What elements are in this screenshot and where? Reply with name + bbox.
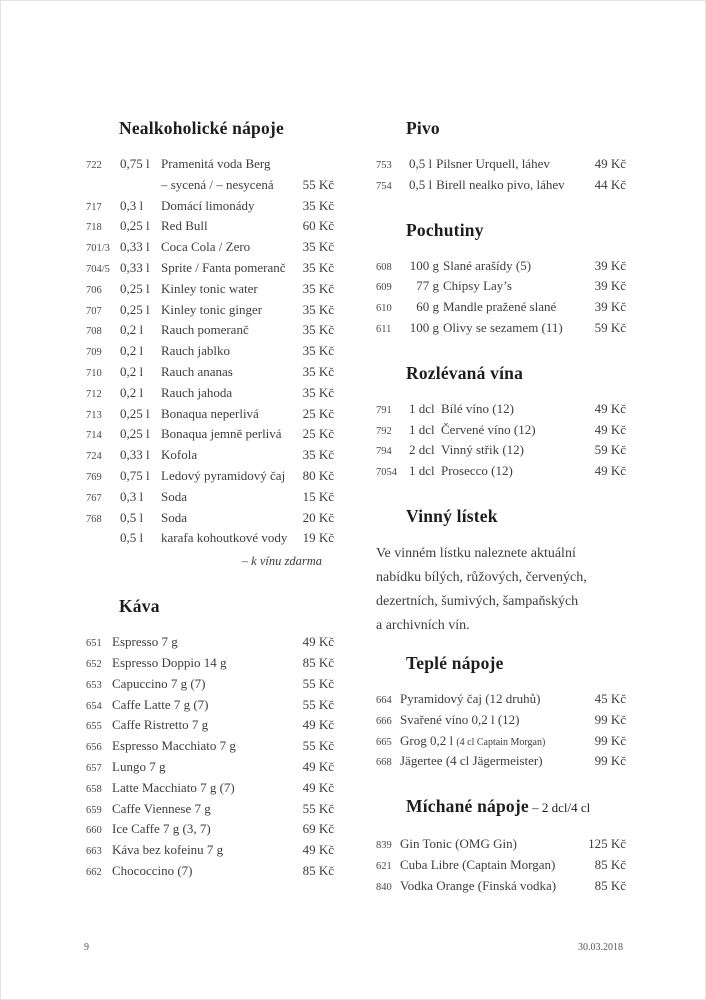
item-qty: 0,3 l [120, 488, 144, 504]
item-price: 85 Kč [302, 654, 334, 670]
item-qty: 1 dcl [409, 400, 435, 416]
item-price: 35 Kč [302, 447, 334, 463]
item-qty: 0,33 l [120, 447, 150, 463]
item-code: 608 [376, 261, 392, 273]
item-qty: 0,2 l [120, 322, 144, 338]
item-code: 621 [376, 860, 392, 872]
item-qty: 0,33 l [120, 239, 150, 255]
item-price: 99 Kč [594, 711, 626, 727]
item-price: 49 Kč [302, 634, 334, 650]
menu-row [376, 834, 626, 855]
item-name: Rauch ananas [161, 363, 233, 379]
item-name: Espresso Doppio 14 g [112, 654, 227, 670]
menu-row [86, 466, 334, 487]
menu-row [86, 778, 334, 799]
section-paragraph [376, 542, 626, 638]
item-qty: 0,5 l [120, 509, 144, 525]
item-price: 59 Kč [594, 442, 626, 458]
menu-row [86, 736, 334, 757]
section-title: Rozlévaná vína [406, 362, 524, 383]
item-price: 85 Kč [594, 856, 626, 872]
item-price: 69 Kč [302, 821, 334, 837]
section-title: Vinný lístek [406, 505, 498, 526]
item-code: 651 [86, 638, 102, 650]
menu-row [376, 751, 626, 772]
item-price: 35 Kč [302, 280, 334, 296]
item-price: 35 Kč [302, 197, 334, 213]
item-name: Vinný střik (12) [441, 442, 524, 458]
item-price: 99 Kč [594, 732, 626, 748]
item-qty: 0,75 l [120, 467, 150, 483]
item-code: 663 [86, 846, 102, 858]
right-column [376, 116, 626, 897]
item-price: 55 Kč [302, 675, 334, 691]
item-qty: 0,2 l [120, 343, 144, 359]
item-price: 60 Kč [302, 218, 334, 234]
paragraph-line: nabídku bílých, růžových, červených, [376, 569, 587, 585]
item-code: 710 [86, 367, 102, 379]
menu-section [376, 504, 626, 638]
item-qty: 0,25 l [120, 280, 150, 296]
item-price: 35 Kč [302, 363, 334, 379]
item-price: 55 Kč [302, 176, 334, 192]
menu-row [86, 424, 334, 445]
item-code: 665 [376, 736, 392, 748]
item-price: 39 Kč [594, 257, 626, 273]
item-name: Rauch jablko [161, 343, 230, 359]
item-qty: 60 g [416, 299, 439, 315]
item-name: Chipsy Lay’s [443, 278, 512, 294]
item-qty: 100 g [409, 319, 439, 335]
item-name: Mandle pražené slané [443, 299, 557, 315]
section-title-suffix: – 2 dcl/4 cl [528, 800, 591, 816]
item-name: Červené víno (12) [441, 421, 536, 437]
item-price: 49 Kč [594, 156, 626, 171]
item-qty: 0,75 l [120, 156, 150, 171]
menu-row [376, 297, 626, 318]
item-code: 706 [86, 284, 102, 296]
menu-row [86, 819, 334, 840]
item-name: Káva bez kofeinu 7 g [112, 842, 224, 858]
item-name: Soda [161, 488, 187, 504]
item-price: 49 Kč [302, 758, 334, 774]
menu-section [86, 116, 334, 572]
item-code: 714 [86, 430, 102, 442]
item-code: 668 [376, 757, 392, 769]
item-qty: 0,25 l [120, 405, 150, 421]
item-code: 709 [86, 347, 102, 359]
item-code: 724 [86, 451, 102, 463]
menu-row [86, 445, 334, 466]
section-note: – k vínu zdarma [241, 554, 322, 569]
item-name: Latte Macchiato 7 g (7) [112, 779, 235, 795]
item-name: Espresso Macchiato 7 g [112, 738, 236, 754]
left-column [86, 116, 334, 882]
item-code: 718 [86, 222, 102, 234]
item-name: Jägertee (4 cl Jägermeister) [400, 753, 543, 769]
item-name: Ice Caffe 7 g (3, 7) [112, 821, 211, 837]
item-code: 655 [86, 721, 102, 733]
item-price: 44 Kč [594, 176, 626, 192]
item-qty: 1 dcl [409, 463, 435, 479]
item-qty: 0,25 l [120, 218, 150, 234]
item-code: 664 [376, 694, 392, 706]
item-price: 25 Kč [302, 426, 334, 442]
menu-row [376, 154, 626, 175]
menu-row [86, 175, 334, 196]
item-qty: 1 dcl [409, 421, 435, 437]
item-price: 55 Kč [302, 738, 334, 754]
item-code: 767 [86, 492, 102, 504]
item-code: 792 [376, 425, 392, 437]
item-name: Coca Cola / Zero [161, 239, 251, 255]
item-qty: 100 g [409, 257, 439, 273]
menu-row [86, 508, 334, 529]
menu-row [86, 715, 334, 736]
item-price: 35 Kč [302, 384, 334, 400]
item-code: 791 [376, 404, 392, 416]
menu-row [86, 799, 334, 820]
item-code: 704/5 [86, 263, 110, 275]
item-price: 25 Kč [302, 405, 334, 421]
item-code: 653 [86, 679, 102, 691]
item-name: Pilsner Urquell, láhev [436, 156, 550, 171]
menu-row [376, 689, 626, 710]
footer-date: 30.03.2018 [578, 942, 623, 953]
item-code: 722 [86, 160, 102, 171]
item-price: 19 Kč [302, 530, 334, 546]
item-code: 713 [86, 409, 102, 421]
item-price: 49 Kč [302, 717, 334, 733]
item-price: 35 Kč [302, 343, 334, 359]
page-number: 9 [84, 942, 89, 953]
menu-row [86, 341, 334, 362]
menu-section [376, 794, 626, 896]
item-name: – sycená / – nesycená [161, 176, 274, 192]
item-name: Bonaqua neperlivá [161, 405, 259, 421]
menu-row [86, 674, 334, 695]
item-qty: 0,2 l [120, 384, 144, 400]
item-code: 754 [376, 180, 392, 192]
item-price: 85 Kč [302, 862, 334, 878]
item-code: 7054 [376, 467, 397, 479]
item-price: 49 Kč [302, 842, 334, 858]
paragraph-line: a archivních vín. [376, 617, 470, 633]
item-name: Vodka Orange (Finská vodka) [400, 877, 557, 893]
item-name: Grog 0,2 l (4 cl Captain Morgan) [400, 732, 546, 748]
item-name: Olivy se sezamem (11) [443, 319, 563, 335]
item-name: Chococcino (7) [112, 862, 193, 878]
menu-row [86, 154, 334, 175]
item-name: Espresso 7 g [112, 634, 178, 650]
menu-row [86, 216, 334, 237]
item-name: Domácí limonády [161, 197, 255, 213]
item-qty: 0,25 l [120, 301, 150, 317]
menu-row [86, 237, 334, 258]
item-code: 654 [86, 700, 102, 712]
item-code: 660 [86, 825, 102, 837]
item-name: Caffe Latte 7 g (7) [112, 696, 209, 712]
item-price: 39 Kč [594, 299, 626, 315]
item-qty: 0,5 l [409, 156, 433, 171]
menu-row [376, 420, 626, 441]
menu-row [86, 258, 334, 279]
item-name: Pramenitá voda Berg [161, 156, 271, 171]
section-title: Káva [119, 596, 160, 617]
item-name: Pyramidový čaj (12 druhů) [400, 690, 541, 706]
item-code: 769 [86, 471, 102, 483]
item-price: 55 Kč [302, 800, 334, 816]
item-price: 49 Kč [594, 421, 626, 437]
menu-section [376, 651, 626, 772]
item-price: 49 Kč [594, 400, 626, 416]
menu-row [86, 653, 334, 674]
item-price: 15 Kč [302, 488, 334, 504]
item-price: 59 Kč [594, 319, 626, 335]
item-qty: 0,3 l [120, 197, 144, 213]
item-name: Rauch pomeranč [161, 322, 249, 338]
item-code: 840 [376, 881, 392, 893]
item-name: Kinley tonic ginger [161, 301, 263, 317]
item-name: Red Bull [161, 218, 208, 234]
paragraph-line: Ve vinném lístku naleznete aktuální [376, 545, 576, 561]
item-name-note: (4 cl Captain Morgan) [456, 736, 546, 748]
menu-row [376, 399, 626, 420]
menu-row [376, 276, 626, 297]
item-name: Kofola [161, 447, 198, 463]
menu-row [376, 731, 626, 752]
menu-row [86, 695, 334, 716]
item-code: 609 [376, 282, 392, 294]
item-name: Svařené víno 0,2 l (12) [400, 711, 520, 727]
menu-row [86, 320, 334, 341]
item-code: 656 [86, 742, 102, 754]
section-title: Míchané nápoje – 2 dcl/4 cl [406, 796, 591, 817]
item-price: 49 Kč [594, 463, 626, 479]
item-price: 80 Kč [302, 467, 334, 483]
item-name: Soda [161, 509, 187, 525]
item-price: 35 Kč [302, 239, 334, 255]
item-qty: 0,5 l [120, 530, 144, 546]
item-code: 794 [376, 446, 392, 458]
item-qty: 2 dcl [409, 442, 435, 458]
menu-row [376, 710, 626, 731]
section-title: Pivo [406, 118, 440, 138]
item-code: 610 [376, 303, 392, 315]
menu-section [376, 361, 626, 482]
item-name: Birell nealko pivo, láhev [436, 176, 565, 192]
item-code: 707 [86, 305, 102, 317]
section-title: Teplé nápoje [406, 652, 504, 673]
item-price: 49 Kč [302, 779, 334, 795]
item-name: Bonaqua jemně perlivá [161, 426, 282, 442]
item-name: Prosecco (12) [441, 463, 513, 479]
item-name: karafa kohoutkové vody [161, 530, 288, 546]
section-title: Pochutiny [406, 219, 484, 240]
item-code: 839 [376, 840, 392, 852]
menu-row [86, 861, 334, 882]
item-code: 658 [86, 783, 102, 795]
item-qty: 77 g [416, 278, 439, 294]
menu-row [376, 461, 626, 482]
item-price: 35 Kč [302, 301, 334, 317]
item-qty: 0,33 l [120, 259, 150, 275]
menu-row [376, 440, 626, 461]
item-name: Cuba Libre (Captain Morgan) [400, 856, 556, 872]
menu-row [86, 362, 334, 383]
menu-row [376, 855, 626, 876]
section-title: Nealkoholické nápoje [119, 118, 284, 138]
menu-row [376, 318, 626, 339]
item-qty: 0,25 l [120, 426, 150, 442]
item-price: 35 Kč [302, 322, 334, 338]
item-name: Gin Tonic (OMG Gin) [400, 836, 517, 852]
menu-row [86, 487, 334, 508]
item-qty: 0,5 l [409, 176, 433, 192]
menu-section [86, 594, 334, 882]
item-price: 39 Kč [594, 278, 626, 294]
menu-row [86, 383, 334, 404]
menu-row [86, 300, 334, 321]
item-code: 611 [376, 323, 392, 335]
item-code: 657 [86, 762, 102, 774]
item-code: 768 [86, 513, 102, 525]
item-name: Capuccino 7 g (7) [112, 675, 206, 691]
menu-section [376, 218, 626, 339]
menu-row [376, 175, 626, 196]
item-code: 712 [86, 388, 102, 400]
paragraph-line: dezertních, šumivých, šampaňských [376, 593, 579, 609]
item-code: 662 [86, 866, 102, 878]
item-name: Rauch jahoda [161, 384, 233, 400]
item-name: Sprite / Fanta pomeranč [161, 259, 286, 275]
item-code: 666 [376, 715, 392, 727]
item-price: 45 Kč [594, 690, 626, 706]
item-price: 35 Kč [302, 259, 334, 275]
menu-row [86, 528, 334, 549]
item-code: 753 [376, 160, 392, 171]
item-code: 652 [86, 658, 102, 670]
menu-row [376, 876, 626, 897]
menu-row [86, 757, 334, 778]
menu-row [86, 840, 334, 861]
item-code: 717 [86, 201, 102, 213]
menu-row [376, 256, 626, 277]
item-price: 55 Kč [302, 696, 334, 712]
item-code: 708 [86, 326, 102, 338]
item-name: Slané arašídy (5) [443, 257, 532, 273]
menu-row [86, 632, 334, 653]
item-code: 659 [86, 804, 102, 816]
item-price: 99 Kč [594, 753, 626, 769]
item-qty: 0,2 l [120, 363, 144, 379]
item-name: Bílé víno (12) [441, 400, 514, 416]
item-name: Caffe Viennese 7 g [112, 800, 211, 816]
menu-section [376, 116, 626, 196]
menu-row [86, 404, 334, 425]
item-price: 85 Kč [594, 877, 626, 893]
item-name: Kinley tonic water [161, 280, 258, 296]
item-name: Lungo 7 g [112, 758, 166, 774]
menu-row [86, 279, 334, 300]
item-name: Ledový pyramidový čaj [161, 467, 286, 483]
item-name: Caffe Ristretto 7 g [112, 717, 209, 733]
item-price: 125 Kč [588, 836, 626, 852]
item-price: 20 Kč [302, 509, 334, 525]
item-code: 701/3 [86, 243, 110, 255]
menu-row [86, 196, 334, 217]
